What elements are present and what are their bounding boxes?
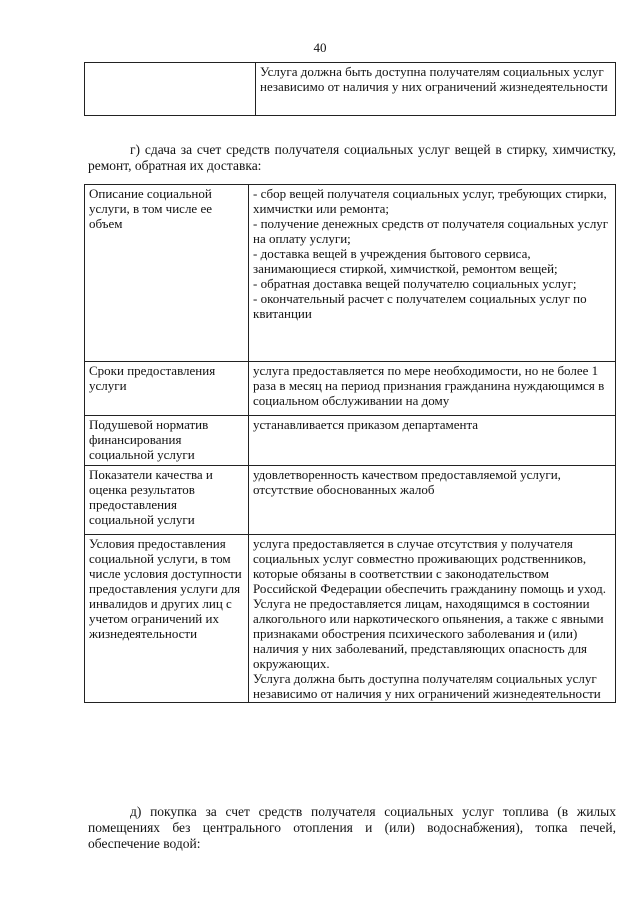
page-number: 40 bbox=[313, 40, 327, 55]
table-row bbox=[85, 362, 616, 416]
paragraph-g: г) сдача за счет средств получателя социальных услуг вещей в стирку, химчистку, ремонт, обратная их доставка: bbox=[88, 142, 616, 173]
row-content bbox=[249, 466, 616, 535]
service-table bbox=[84, 184, 616, 703]
content-line: услуга предоставляется в случае отсутствия у получателя социальных услуг совместно проживающих родственников, которые обязаны в соответствии с законодательством Российской Федерации обеспечить гражданину помощь и уход. bbox=[253, 536, 606, 596]
content-line: Услуга должна быть доступна получателям социальных услуг независимо от наличия у них ограничений жизнедеятельности bbox=[253, 671, 601, 701]
table-row bbox=[85, 535, 616, 703]
top-table-left-cell bbox=[85, 63, 256, 116]
paragraph-d: д) покупка за счет средств получателя социальных услуг топлива (в жилых помещениях без центрального отопления и (или) водоснабжения), топка печей, обеспечение водой: bbox=[88, 804, 616, 851]
content-line: услуга предоставляется по мере необходимости, но не более 1 раза в месяц на период признания гражданина нуждающимся в социальном обслуживании на дому bbox=[253, 363, 605, 408]
table-row bbox=[85, 63, 616, 116]
table-row bbox=[85, 185, 616, 362]
content-line: - сбор вещей получателя социальных услуг, требующих стирки, химчистки или ремонта; bbox=[253, 186, 607, 216]
content-line: удовлетворенность качеством предоставляемой услуги, отсутствие обоснованных жалоб bbox=[253, 467, 561, 497]
row-content bbox=[249, 535, 616, 703]
row-content bbox=[249, 185, 616, 362]
content-line: - получение денежных средств от получателя социальных услуг на оплату услуги; bbox=[253, 216, 609, 246]
content-line: - доставка вещей в учреждения бытового сервиса, занимающиеся стиркой, химчисткой, ремонтом вещей; bbox=[253, 246, 558, 276]
content-line: Услуга не предоставляется лицам, находящимся в состоянии алкогольного или наркотического опьянения, а также с явными признаками обострения психического заболевания и (или) наличия у них заболеваний, представляющих опасность для окружающих. bbox=[253, 596, 604, 671]
content-line: - окончательный расчет с получателем социальных услуг по квитанции bbox=[253, 291, 587, 321]
top-table-right-cell: Услуга должна быть доступна получателям социальных услуг независимо от наличия у них ограничений жизнедеятельности bbox=[256, 63, 616, 116]
row-label: Сроки предоставления услуги bbox=[85, 362, 249, 416]
row-label: Условия предоставления социальной услуги, в том числе условия доступности предоставления услуги для инвалидов и других лиц с учетом ограничений их жизнедеятельности bbox=[85, 535, 249, 703]
row-label: Подушевой норматив финансирования социальной услуги bbox=[85, 416, 249, 466]
top-table bbox=[84, 62, 616, 116]
table-row bbox=[85, 416, 616, 466]
row-content bbox=[249, 362, 616, 416]
table-row bbox=[85, 466, 616, 535]
row-content bbox=[249, 416, 616, 466]
content-line: - обратная доставка вещей получателю социальных услуг; bbox=[253, 276, 577, 291]
row-label: Показатели качества и оценка результатов предоставления социальной услуги bbox=[85, 466, 249, 535]
content-line: устанавливается приказом департамента bbox=[253, 417, 479, 432]
row-label: Описание социальной услуги, в том числе ее объем bbox=[85, 185, 249, 362]
